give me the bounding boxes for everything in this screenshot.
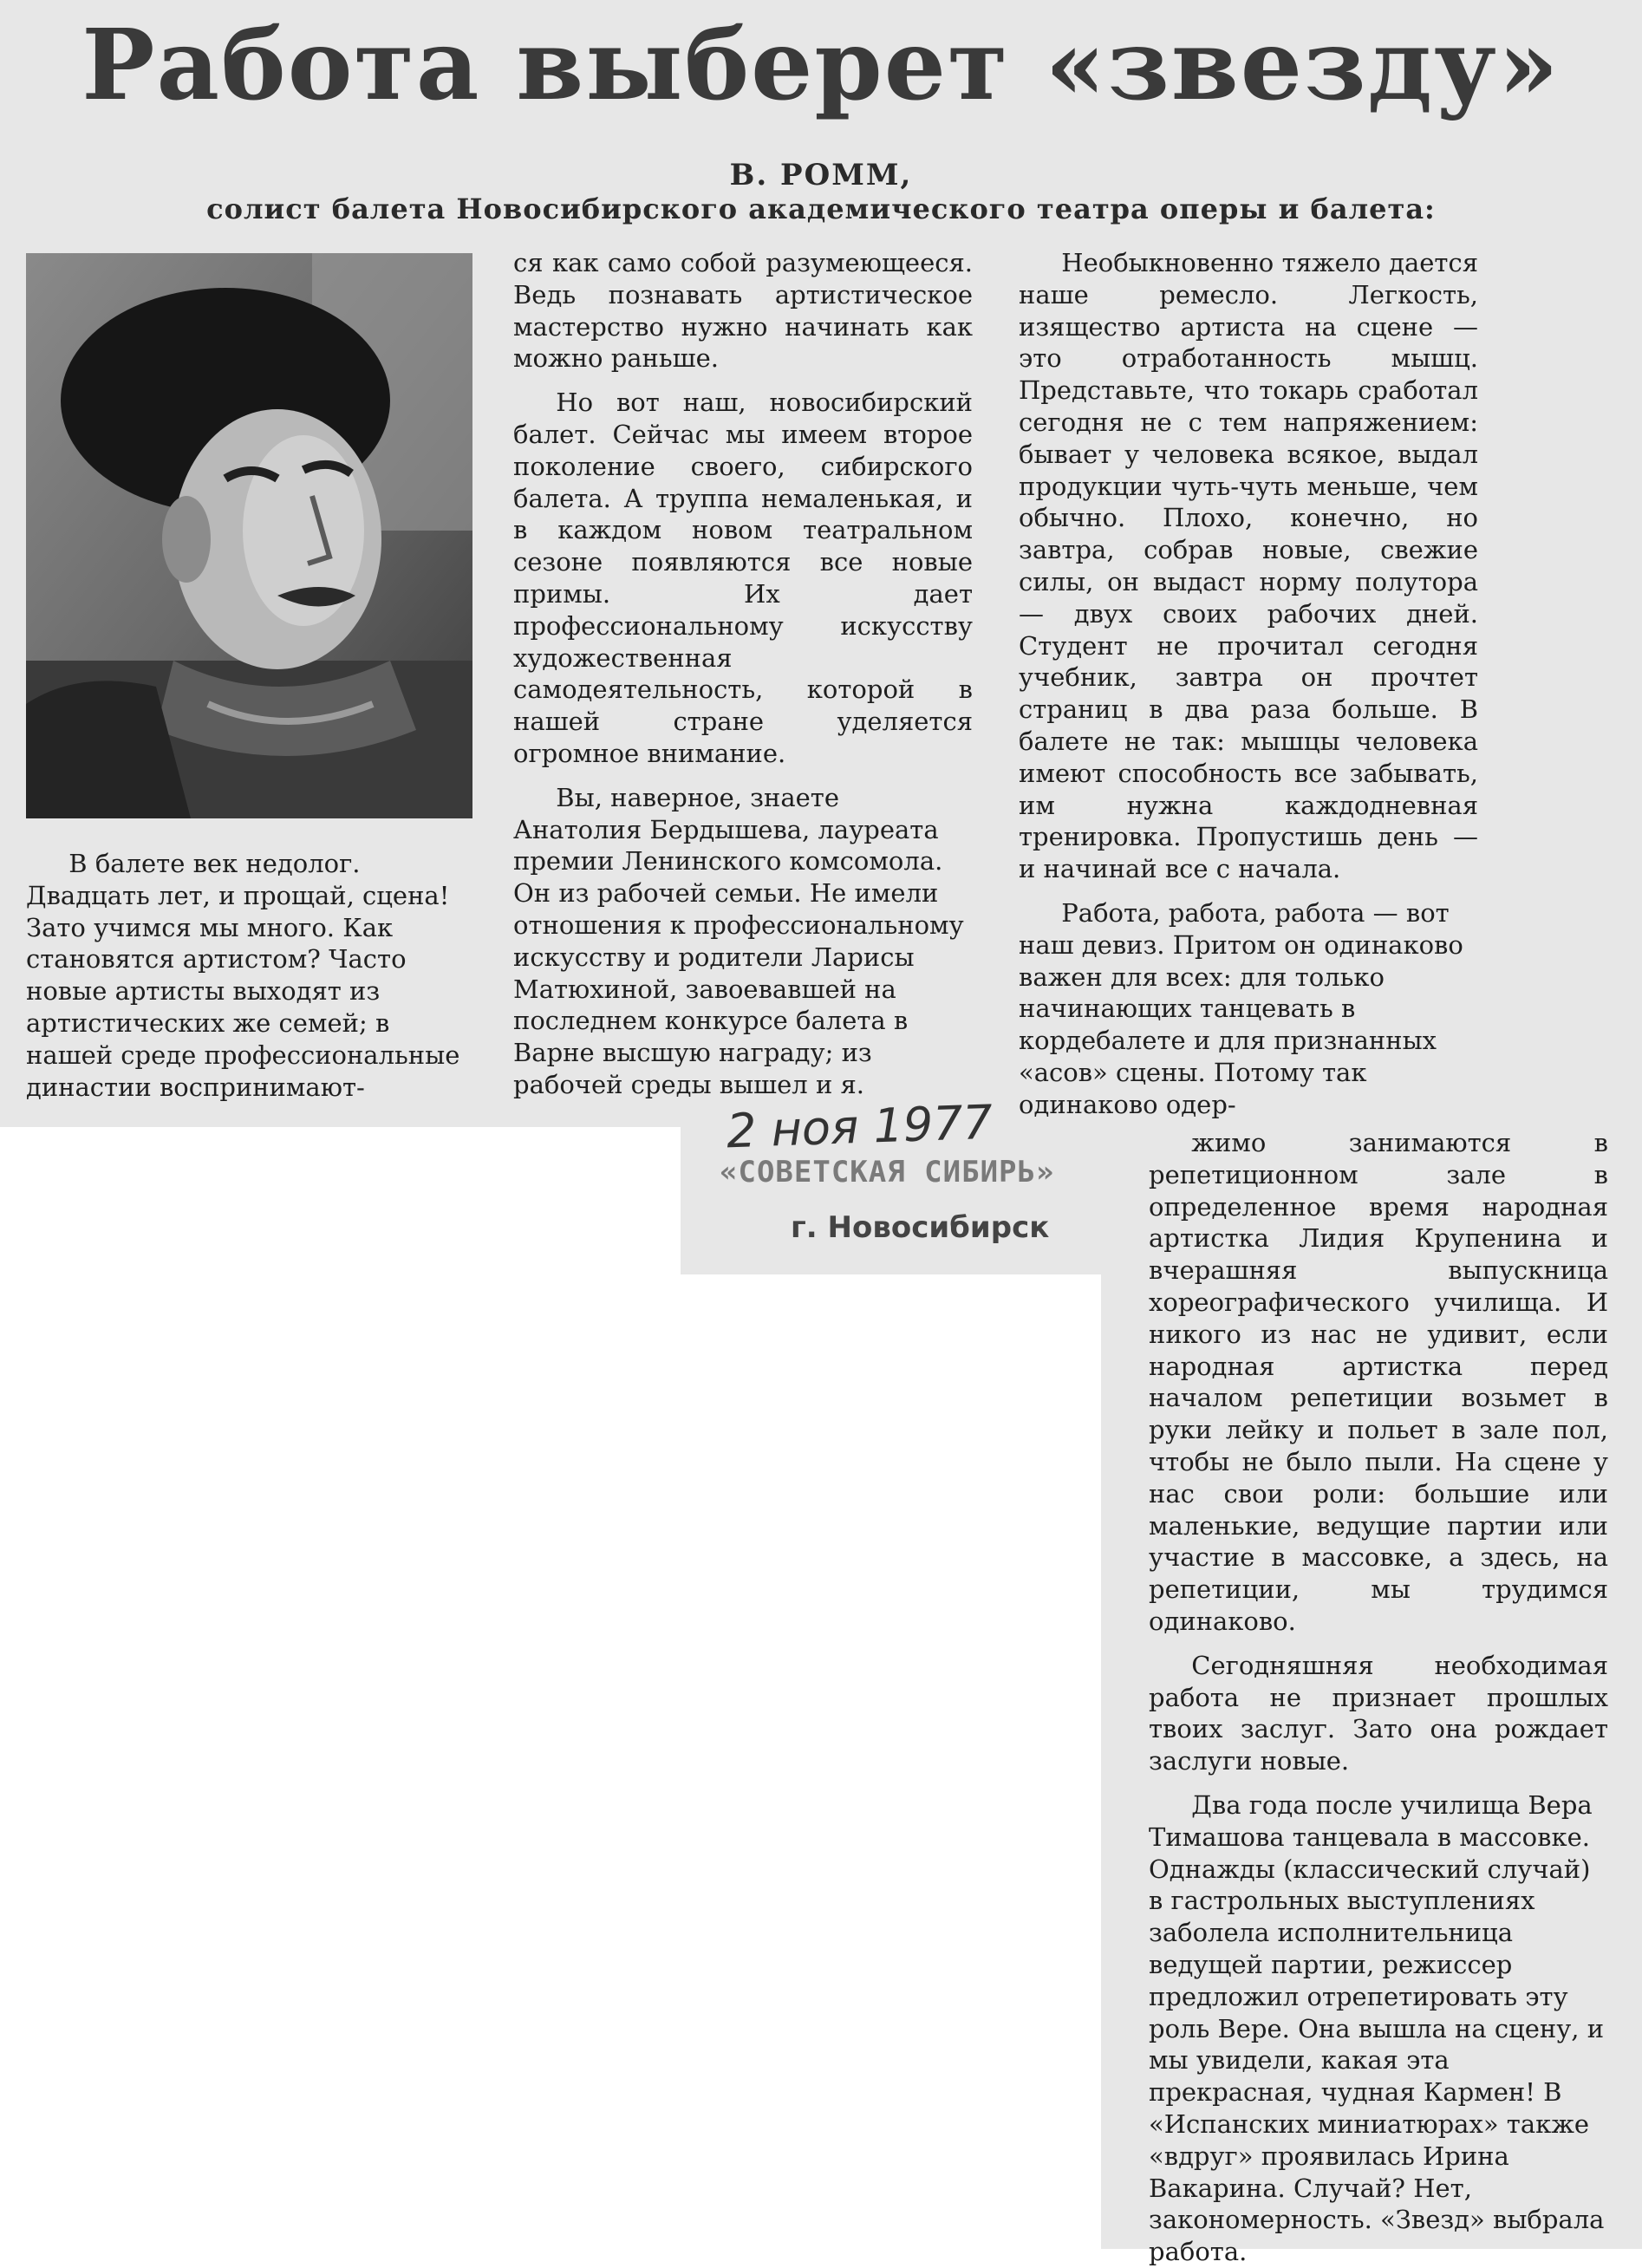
column-4-paragraph-3: Два года после училища Вера Тимашова танцевала в массовке. Однажды (классический случай) в гастрольных выступлениях заболела исполнительница ведущей партии, режиссер предложил отрепетировать эту роль Вере. Она вышла на сцену, и мы увидели, какая эта прекрасная, чудная Кармен! В «Испанских миниатюрах» также «вдруг» проявилась Ирина Вакарина. Случай? Нет, закономерность. «Звезд» выбрала работа. bbox=[1149, 1789, 1605, 2267]
author-position: солист балета Новосибирского академического театра оперы и балета: bbox=[206, 192, 1436, 225]
column-2-paragraph-1: ся как само собой разумеющееся. Ведь познавать артистическое мастерство нужно начинать как можно раньше. bbox=[513, 248, 973, 374]
article-column-4 bbox=[1149, 1127, 1608, 2268]
article-column-2 bbox=[513, 247, 973, 1101]
article-headline: Работа выберет «звезду» bbox=[81, 9, 1561, 122]
archive-stamp bbox=[711, 1094, 1118, 1255]
column-1-paragraph: В балете век недолог. Двадцать лет, и прощай, сцена! Зато учимся мы много. Как становятся артистом? Часто новые артисты выходят из артистических же семей; в нашей среде профессиональные династии воспринимают- bbox=[26, 849, 460, 1102]
column-4-paragraph-1: жимо занимаются в репетиционном зале в определенное время народная артистка Лидия Крупенина и вчерашняя выпускница хореографического училища. И никого из нас не удивит, если народная артистка перед началом репетиции возьмет в руки лейку и польет в зале пол, чтобы не было пыли. На сцене у нас свои роли: большие или маленькие, ведущие партии или участие в массовке, а здесь, на репетиции, мы трудимся одинаково. bbox=[1149, 1128, 1608, 1636]
column-3-paragraph-1: Необыкновенно тяжело дается наше ремесло. Легкость, изящество артиста на сцене — это отработанность мышц. Представьте, что токарь сработал сегодня не с тем напряжением: бывает у человека всякое, выдал продукции чуть-чуть меньше, чем обычно. Плохо, конечно, но завтра, собрав новые, свежие силы, он выдаст норму полутора — двух своих рабочих дней. Студент не прочитал сегодня учебник, завтра он прочтет страниц в два раза больше. В балете не так: мышцы человека имеют способность все забывать, им нужна каждодневная тренировка. Пропустишь день — и начинай все с начала. bbox=[1019, 248, 1478, 884]
column-2-paragraph-3: Вы, наверное, знаете Анатолия Бердышева, лауреата премии Ленинского комсомола. Он из рабочей семьи. Не имели отношения к профессиональному искусству и родители Ларисы Матюхиной, завоевавшей на последнем конкурсе балета в Варне высшую награду; из рабочей среды вышел и я. bbox=[513, 782, 964, 1099]
column-3-paragraph-2: Работа, работа, работа — вот наш девиз. Притом он одинаково важен для всех: для только начинающих танцевать в кордебалете и для признанных «асов» сцены. Потому так одинаково одер- bbox=[1019, 897, 1463, 1119]
author-name: В. РОММ, bbox=[729, 158, 913, 192]
article-column-3 bbox=[1019, 247, 1478, 1121]
stamp-date: 2 ноя 1977 bbox=[725, 1094, 994, 1159]
stamp-newspaper-name: «СОВЕТСКАЯ СИБИРЬ» bbox=[720, 1155, 1055, 1189]
column-2-paragraph-2: Но вот наш, новосибирский балет. Сейчас мы имеем второе поколение своего, сибирского балета. А труппа немаленькая, и в каждом новом театральном сезоне появляются все новые примы. Их дает профессиональному искусству художественная самодеятельность, которой в нашей стране уделяется огромное внимание. bbox=[513, 388, 973, 768]
article-column-1 bbox=[26, 848, 472, 1103]
portrait-illustration bbox=[26, 253, 472, 818]
column-4-paragraph-2: Сегодняшняя необходимая работа не признает прошлых твоих заслуг. Зато она рождает заслуги новые. bbox=[1149, 1650, 1608, 1776]
stamp-city: г. Новосибирск bbox=[791, 1210, 1050, 1245]
author-portrait-photo bbox=[26, 253, 472, 818]
